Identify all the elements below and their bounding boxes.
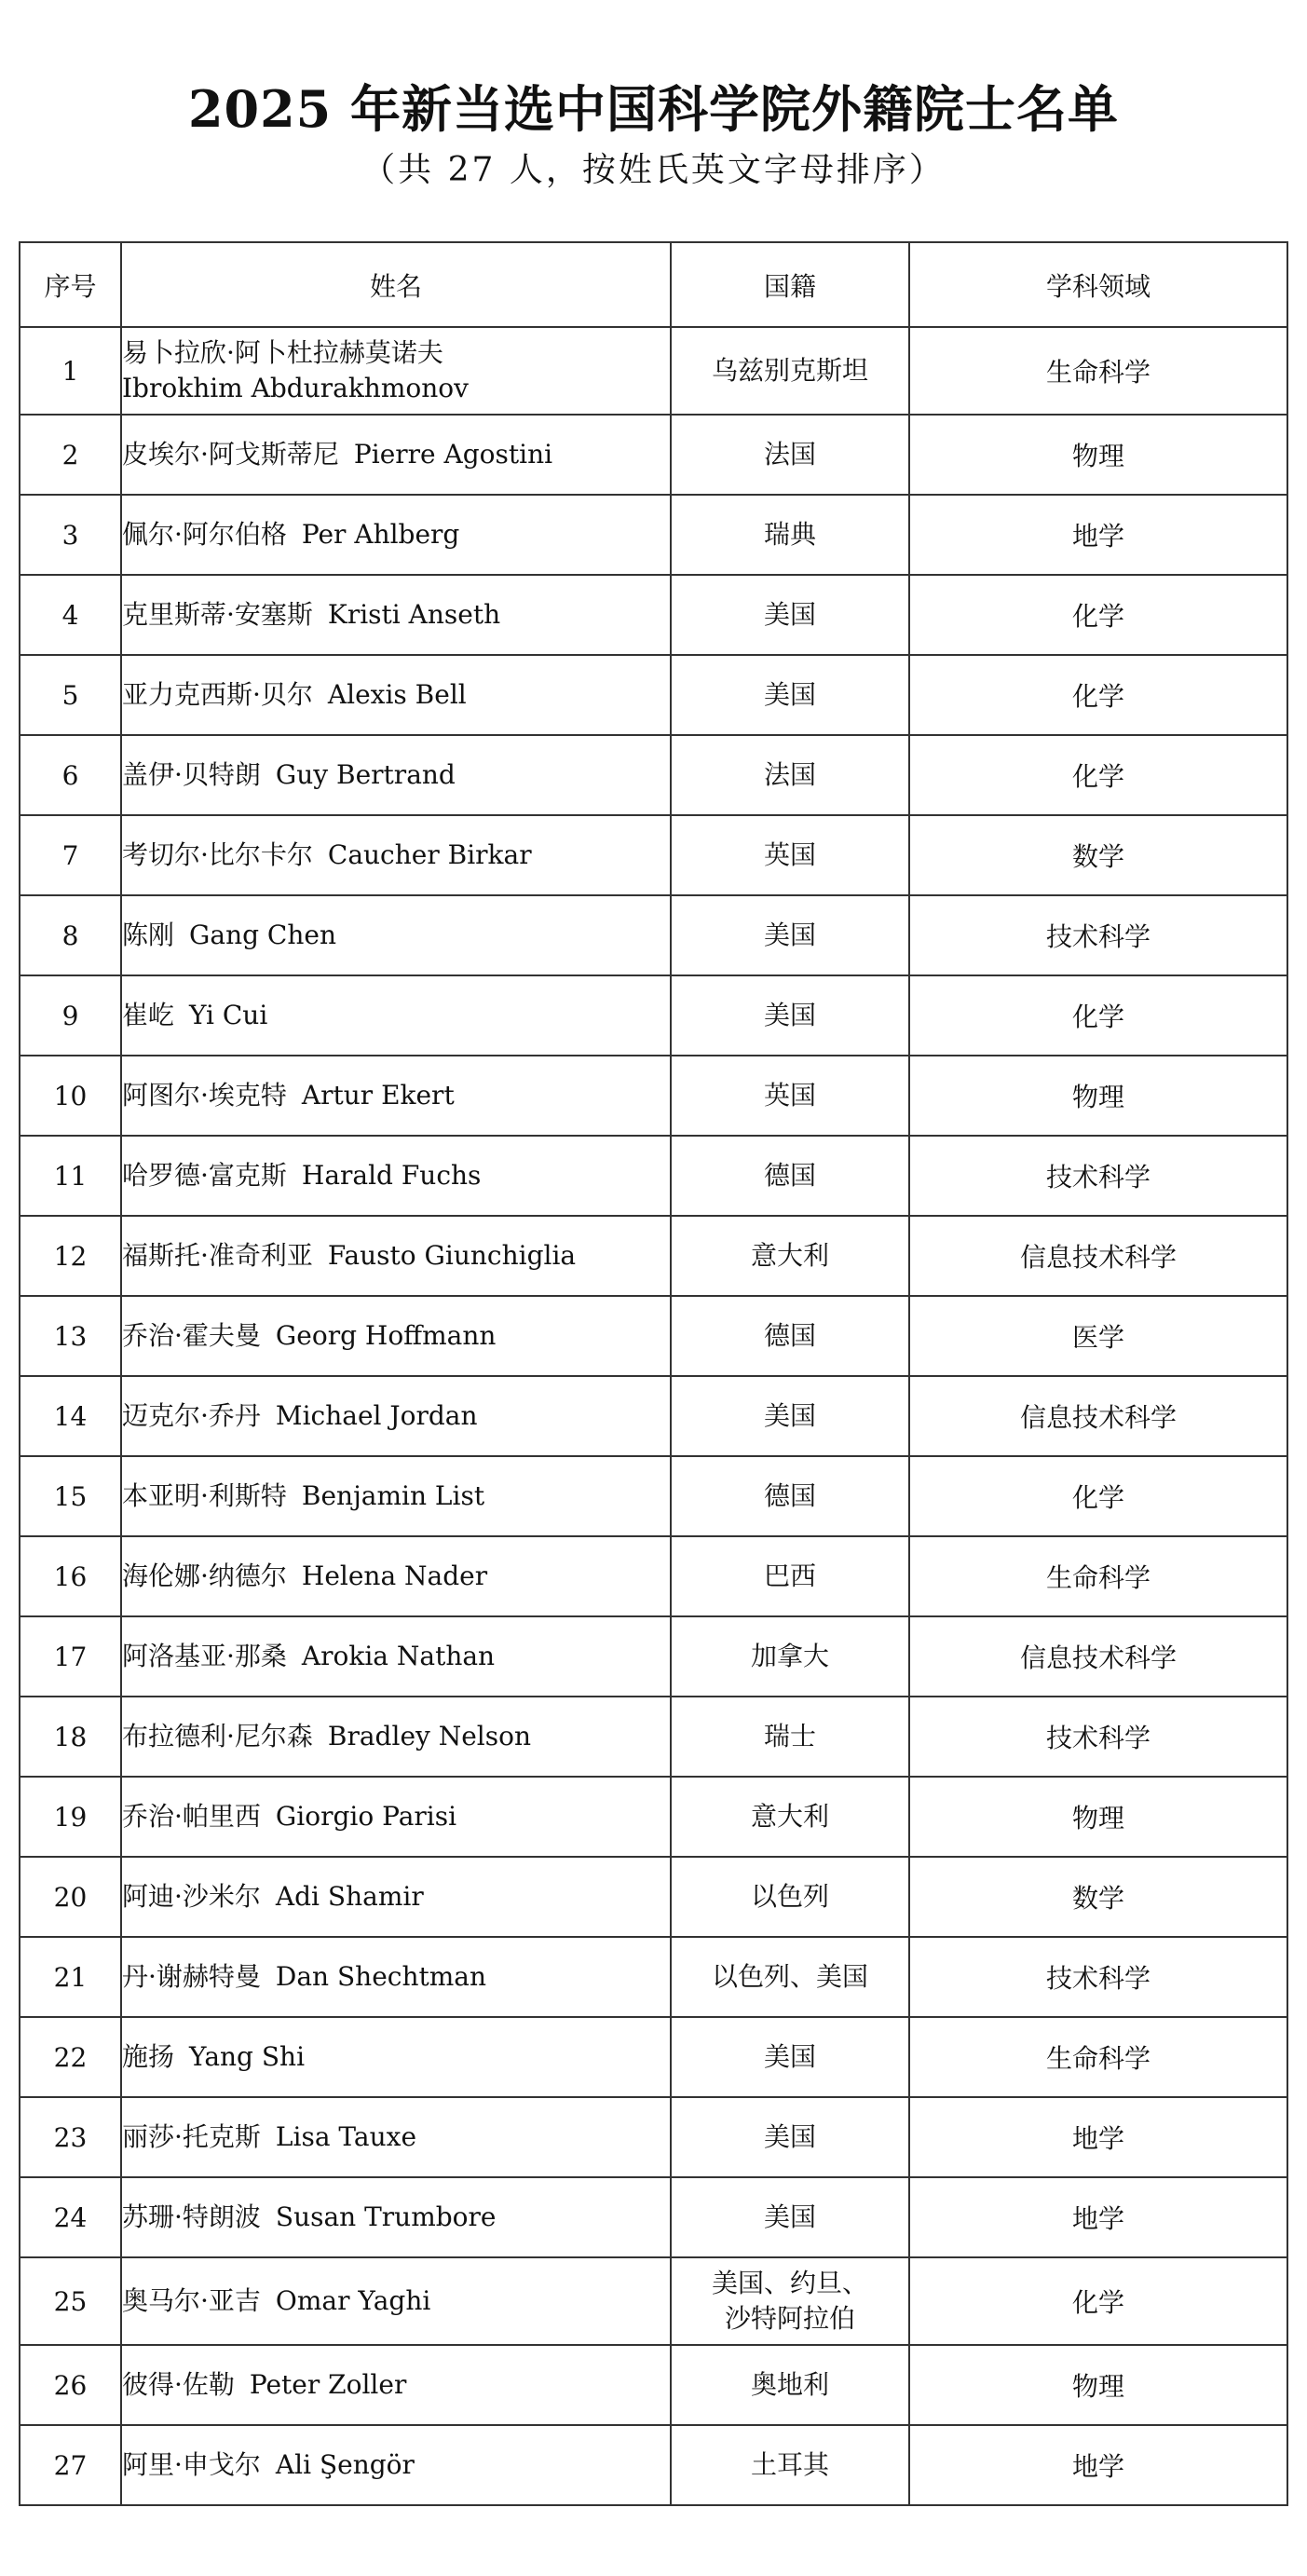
row-number: 13 — [20, 1296, 121, 1376]
member-name-english: Alexis Bell — [327, 679, 467, 710]
member-nationality — [671, 415, 909, 495]
table-row — [20, 735, 1287, 815]
member-name-english: Artur Ekert — [301, 1080, 455, 1111]
member-name-chinese: 乔治·霍夫曼 — [122, 1320, 261, 1351]
nationality-line: 德国 — [763, 1480, 816, 1511]
nationality-line: 法国 — [763, 439, 816, 470]
row-number: 26 — [20, 2345, 121, 2425]
member-field: 生命科学 — [909, 327, 1287, 415]
member-nationality — [671, 1136, 909, 1216]
nationality-line: 美国、约旦、 — [711, 2268, 868, 2298]
nationality-line: 乌兹别克斯坦 — [711, 355, 868, 386]
row-number: 25 — [20, 2257, 121, 2345]
member-name-chinese: 阿迪·沙米尔 — [122, 1881, 261, 1912]
table-row — [20, 1937, 1287, 2017]
member-name — [121, 327, 671, 415]
row-number: 11 — [20, 1136, 121, 1216]
member-name-english: Pierre Agostini — [353, 439, 553, 470]
member-name — [121, 2425, 671, 2505]
row-number: 9 — [20, 975, 121, 1056]
nationality-line: 美国 — [763, 2121, 816, 2152]
row-number: 2 — [20, 415, 121, 495]
member-name-chinese: 易卜拉欣·阿卜杜拉赫莫诺夫 — [122, 337, 443, 368]
member-name-chinese: 布拉德利·尼尔森 — [122, 1721, 313, 1751]
member-name — [121, 2017, 671, 2097]
row-number: 19 — [20, 1777, 121, 1857]
member-name-english: Michael Jordan — [275, 1400, 478, 1431]
member-name-english: Ali Şengör — [275, 2449, 415, 2480]
member-nationality — [671, 2177, 909, 2257]
member-nationality — [671, 655, 909, 735]
row-number: 15 — [20, 1456, 121, 1536]
member-field: 化学 — [909, 735, 1287, 815]
academician-table — [19, 241, 1288, 2506]
member-field: 生命科学 — [909, 2017, 1287, 2097]
table-row — [20, 575, 1287, 655]
member-name-english: Adi Shamir — [275, 1881, 424, 1912]
nationality-line: 瑞典 — [763, 519, 816, 550]
member-name — [121, 2097, 671, 2177]
member-field: 信息技术科学 — [909, 1616, 1287, 1697]
table-row — [20, 495, 1287, 575]
row-number: 6 — [20, 735, 121, 815]
member-name — [121, 1536, 671, 1616]
member-nationality — [671, 2425, 909, 2505]
member-name-english: Susan Trumbore — [275, 2201, 497, 2232]
member-nationality — [671, 1376, 909, 1456]
member-name — [121, 2177, 671, 2257]
member-name-chinese: 苏珊·特朗波 — [122, 2201, 261, 2232]
member-name — [121, 1376, 671, 1456]
row-number: 10 — [20, 1056, 121, 1136]
member-nationality — [671, 1536, 909, 1616]
member-name-chinese: 乔治·帕里西 — [122, 1801, 261, 1832]
member-field: 数学 — [909, 1857, 1287, 1937]
row-number: 27 — [20, 2425, 121, 2505]
nationality-line: 巴西 — [763, 1561, 816, 1591]
column-header-nationality: 国籍 — [671, 242, 909, 327]
member-name-english: Georg Hoffmann — [275, 1320, 497, 1351]
nationality-line: 意大利 — [750, 1801, 829, 1832]
nationality-line: 德国 — [763, 1160, 816, 1191]
member-name-english: Lisa Tauxe — [275, 2121, 417, 2152]
nationality-line: 法国 — [763, 759, 816, 790]
table-row — [20, 1456, 1287, 1536]
member-name-chinese: 哈罗德·富克斯 — [122, 1160, 287, 1191]
member-name-chinese: 丽莎·托克斯 — [122, 2121, 261, 2152]
member-name-english: Gang Chen — [189, 920, 336, 950]
member-name — [121, 815, 671, 895]
row-number: 12 — [20, 1216, 121, 1296]
row-number: 4 — [20, 575, 121, 655]
row-number: 17 — [20, 1616, 121, 1697]
table-row — [20, 975, 1287, 1056]
row-number: 3 — [20, 495, 121, 575]
member-name — [121, 1136, 671, 1216]
nationality-line: 土耳其 — [750, 2449, 829, 2480]
member-name-english: Peter Zoller — [249, 2369, 407, 2400]
member-field: 地学 — [909, 495, 1287, 575]
nationality-line: 美国 — [763, 679, 816, 710]
member-name-english: Yang Shi — [189, 2041, 306, 2072]
member-name-english: Yi Cui — [189, 1000, 268, 1030]
column-header-field: 学科领域 — [909, 242, 1287, 327]
member-name-chinese: 陈刚 — [122, 920, 175, 950]
table-row — [20, 1697, 1287, 1777]
member-nationality — [671, 1216, 909, 1296]
member-nationality — [671, 495, 909, 575]
member-name-english: Kristi Anseth — [327, 599, 501, 630]
nationality-line: 意大利 — [750, 1240, 829, 1271]
member-name-chinese: 海伦娜·纳德尔 — [122, 1561, 287, 1591]
member-name-english: Arokia Nathan — [301, 1641, 496, 1671]
member-nationality — [671, 975, 909, 1056]
member-nationality — [671, 735, 909, 815]
table-row — [20, 1857, 1287, 1937]
member-nationality — [671, 1296, 909, 1376]
member-field: 数学 — [909, 815, 1287, 895]
table-row — [20, 1136, 1287, 1216]
table-row — [20, 1777, 1287, 1857]
row-number: 24 — [20, 2177, 121, 2257]
member-name-english: Omar Yaghi — [275, 2285, 431, 2316]
nationality-line: 美国 — [763, 599, 816, 630]
row-number: 1 — [20, 327, 121, 415]
table-header — [20, 242, 1287, 327]
member-nationality — [671, 1456, 909, 1536]
member-nationality — [671, 575, 909, 655]
table-row — [20, 1056, 1287, 1136]
member-name-english: Benjamin List — [301, 1480, 485, 1511]
nationality-line: 加拿大 — [750, 1641, 829, 1671]
member-name — [121, 735, 671, 815]
table-row — [20, 1536, 1287, 1616]
member-name — [121, 975, 671, 1056]
member-field: 生命科学 — [909, 1536, 1287, 1616]
member-nationality — [671, 1857, 909, 1937]
member-name — [121, 1216, 671, 1296]
member-nationality — [671, 1616, 909, 1697]
table-row — [20, 2097, 1287, 2177]
member-nationality — [671, 2097, 909, 2177]
member-name-chinese: 皮埃尔·阿戈斯蒂尼 — [122, 439, 339, 470]
member-name-chinese: 克里斯蒂·安塞斯 — [122, 599, 313, 630]
nationality-line: 美国 — [763, 1400, 816, 1431]
row-number: 7 — [20, 815, 121, 895]
member-nationality — [671, 1777, 909, 1857]
member-name — [121, 1857, 671, 1937]
member-name — [121, 495, 671, 575]
member-field: 物理 — [909, 1056, 1287, 1136]
header-row — [20, 242, 1287, 327]
member-name — [121, 1056, 671, 1136]
member-name-chinese: 阿图尔·埃克特 — [122, 1080, 287, 1111]
member-nationality — [671, 2017, 909, 2097]
member-field: 技术科学 — [909, 1136, 1287, 1216]
member-name-english: Ibrokhim Abdurakhmonov — [122, 373, 469, 403]
nationality-line: 奥地利 — [750, 2369, 829, 2400]
member-name-chinese: 迈克尔·乔丹 — [122, 1400, 261, 1431]
table-row — [20, 815, 1287, 895]
table-row — [20, 895, 1287, 975]
member-name-english: Giorgio Parisi — [275, 1801, 457, 1832]
row-number: 16 — [20, 1536, 121, 1616]
member-name — [121, 1777, 671, 1857]
member-name-chinese: 彼得·佐勒 — [122, 2369, 235, 2400]
member-name-chinese: 考切尔·比尔卡尔 — [122, 839, 313, 870]
member-name — [121, 575, 671, 655]
table-row — [20, 1616, 1287, 1697]
row-number: 5 — [20, 655, 121, 735]
member-name-chinese: 亚力克西斯·贝尔 — [122, 679, 313, 710]
member-nationality — [671, 327, 909, 415]
member-field: 技术科学 — [909, 1937, 1287, 2017]
member-name-english: Harald Fuchs — [301, 1160, 482, 1191]
table-row — [20, 2177, 1287, 2257]
nationality-line: 美国 — [763, 2201, 816, 2232]
table-row — [20, 2345, 1287, 2425]
nationality-line: 美国 — [763, 2041, 816, 2072]
member-name-chinese: 阿里·申戈尔 — [122, 2449, 261, 2480]
member-field: 化学 — [909, 975, 1287, 1056]
member-name-chinese: 奥马尔·亚吉 — [122, 2285, 261, 2316]
member-field: 技术科学 — [909, 1697, 1287, 1777]
table-row — [20, 1216, 1287, 1296]
nationality-line: 沙特阿拉伯 — [724, 2303, 855, 2334]
nationality-line: 美国 — [763, 920, 816, 950]
column-header-name: 姓名 — [121, 242, 671, 327]
nationality-line: 以色列 — [750, 1881, 829, 1912]
member-field: 地学 — [909, 2425, 1287, 2505]
table-row — [20, 655, 1287, 735]
member-field: 地学 — [909, 2097, 1287, 2177]
member-name-english: Bradley Nelson — [327, 1721, 532, 1751]
member-name-english: Per Ahlberg — [301, 519, 460, 550]
table-row — [20, 2425, 1287, 2505]
member-field: 地学 — [909, 2177, 1287, 2257]
member-nationality — [671, 1056, 909, 1136]
nationality-line: 德国 — [763, 1320, 816, 1351]
member-nationality — [671, 2257, 909, 2345]
member-field: 信息技术科学 — [909, 1376, 1287, 1456]
nationality-line: 美国 — [763, 1000, 816, 1030]
page-title: 2025 年新当选中国科学院外籍院士名单 — [187, 79, 1120, 139]
member-name — [121, 1937, 671, 2017]
member-field: 化学 — [909, 575, 1287, 655]
member-name — [121, 2257, 671, 2345]
row-number: 23 — [20, 2097, 121, 2177]
member-name — [121, 1697, 671, 1777]
member-field: 化学 — [909, 2257, 1287, 2345]
table-row — [20, 1376, 1287, 1456]
member-nationality — [671, 1937, 909, 2017]
member-name — [121, 895, 671, 975]
row-number: 20 — [20, 1857, 121, 1937]
row-number: 22 — [20, 2017, 121, 2097]
nationality-line: 英国 — [763, 1080, 816, 1111]
member-name — [121, 1456, 671, 1536]
member-name — [121, 2345, 671, 2425]
member-field: 化学 — [909, 1456, 1287, 1536]
row-number: 18 — [20, 1697, 121, 1777]
column-header-number: 序号 — [20, 242, 121, 327]
member-name-chinese: 福斯托·准奇利亚 — [122, 1240, 313, 1271]
table-row — [20, 2257, 1287, 2345]
member-field: 物理 — [909, 415, 1287, 495]
member-name-chinese: 丹·谢赫特曼 — [122, 1961, 261, 1992]
member-name-chinese: 佩尔·阿尔伯格 — [122, 519, 287, 550]
member-name-chinese: 本亚明·利斯特 — [122, 1480, 287, 1511]
member-field: 技术科学 — [909, 895, 1287, 975]
nationality-line: 以色列、美国 — [711, 1961, 868, 1992]
member-name-chinese: 崔屹 — [122, 1000, 175, 1030]
page-subtitle: （共 27 人，按姓氏英文字母排序） — [361, 151, 946, 189]
member-name — [121, 415, 671, 495]
member-nationality — [671, 2345, 909, 2425]
row-number: 21 — [20, 1937, 121, 2017]
member-nationality — [671, 895, 909, 975]
member-field: 医学 — [909, 1296, 1287, 1376]
table-row — [20, 2017, 1287, 2097]
member-name-english: Caucher Birkar — [327, 839, 532, 870]
table-row — [20, 327, 1287, 415]
member-name-english: Guy Bertrand — [275, 759, 456, 790]
member-name-english: Fausto Giunchiglia — [327, 1240, 577, 1271]
member-name-english: Dan Shechtman — [275, 1961, 487, 1992]
member-name-chinese: 施扬 — [122, 2041, 175, 2072]
nationality-line: 瑞士 — [763, 1721, 816, 1751]
member-nationality — [671, 815, 909, 895]
table-row — [20, 415, 1287, 495]
member-name-chinese: 阿洛基亚·那桑 — [122, 1641, 287, 1671]
row-number: 14 — [20, 1376, 121, 1456]
member-name — [121, 655, 671, 735]
row-number: 8 — [20, 895, 121, 975]
member-field: 化学 — [909, 655, 1287, 735]
member-nationality — [671, 1697, 909, 1777]
member-field: 物理 — [909, 1777, 1287, 1857]
nationality-line: 英国 — [763, 839, 816, 870]
member-name — [121, 1296, 671, 1376]
member-name-chinese: 盖伊·贝特朗 — [122, 759, 261, 790]
member-field: 信息技术科学 — [909, 1216, 1287, 1296]
member-field: 物理 — [909, 2345, 1287, 2425]
table-body — [20, 327, 1287, 2505]
table-row — [20, 1296, 1287, 1376]
member-name — [121, 1616, 671, 1697]
member-name-english: Helena Nader — [301, 1561, 488, 1591]
